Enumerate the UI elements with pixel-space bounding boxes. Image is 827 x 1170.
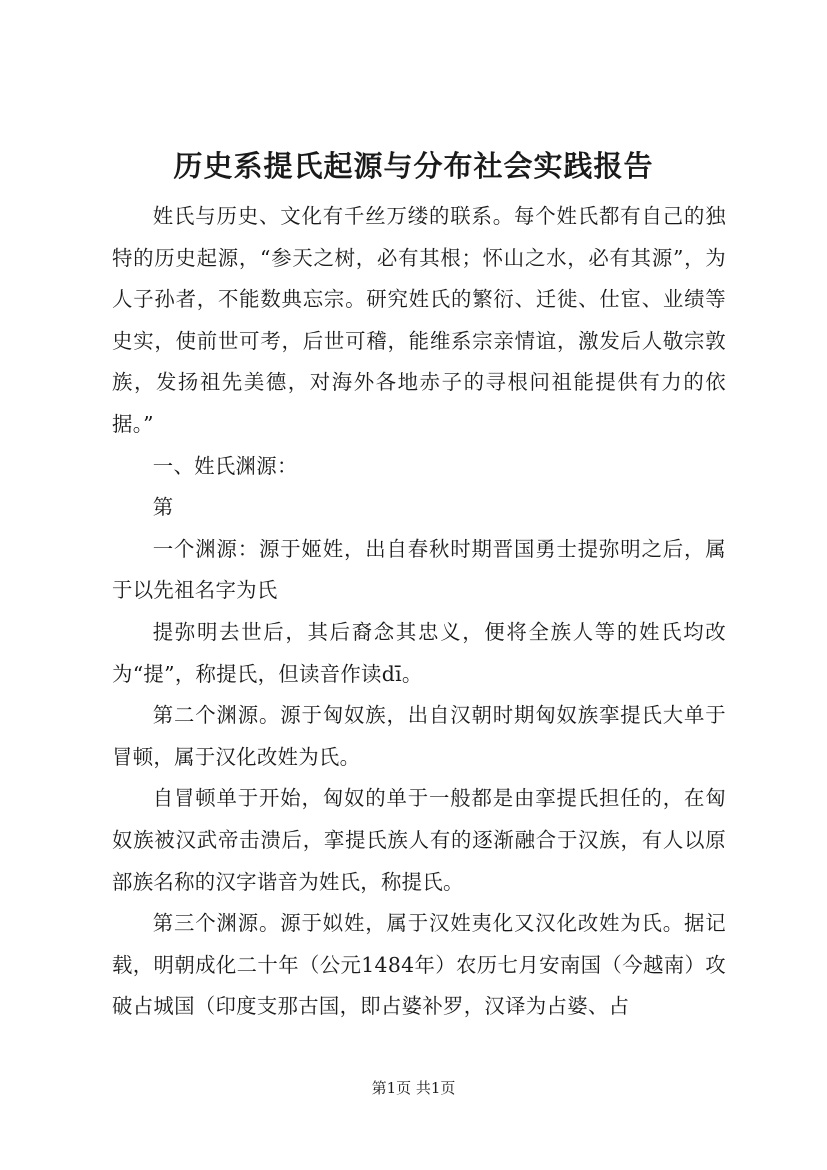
document-body [112, 196, 726, 1028]
paragraph-origin-1: 一个渊源：源于姬姓，出自春秋时期晋国勇士提弥明之后，属于以先祖名字为氏 [112, 536, 726, 603]
paragraph-origin-3: 第三个渊源。源于姒姓，属于汉姓夷化又汉化改姓为氏。据记载，明朝成化二十年（公元1484年）农历七月安南国（今越南）攻破占城国（印度支那古国，即占婆补罗，汉译为占婆、占 [112, 911, 726, 1019]
page-footer: 第1页 共1页 [371, 1079, 456, 1097]
document-title: 历史系提氏起源与分布社会实践报告 [173, 149, 654, 183]
paragraph-intro: 姓氏与历史、文化有千丝万缕的联系。每个姓氏都有自己的独特的历史起源，“参天之树，必有其根；怀山之水，必有其源”，为人子孙者，不能数典忘宗。研究姓氏的繁衍、迁徙、仕宦、业绩等史实，使前世可考，后世可稽，能维系宗亲情谊，激发后人敬宗敦族，发扬祖先美德，对海外各地赤子的寻根问祖能提供有力的依据。” [112, 204, 726, 436]
section-heading-origins: 一、姓氏渊源： [152, 453, 298, 478]
paragraph-fragment: 第 [152, 495, 174, 520]
paragraph-origin-1-detail: 提弥明去世后，其后裔念其忠义，便将全族人等的姓氏均改为“提”，称提氏，但读音作读dī。 [112, 619, 726, 686]
paragraph-origin-2-detail: 自冒顿单于开始，匈奴的单于一般都是由挛提氏担任的，在匈奴族被汉武帝击溃后，挛提氏族人有的逐渐融合于汉族，有人以原部族名称的汉字谐音为姓氏，称提氏。 [112, 786, 726, 894]
paragraph-origin-2: 第二个渊源。源于匈奴族，出自汉朝时期匈奴族挛提氏大单于冒顿，属于汉化改姓为氏。 [112, 703, 726, 769]
